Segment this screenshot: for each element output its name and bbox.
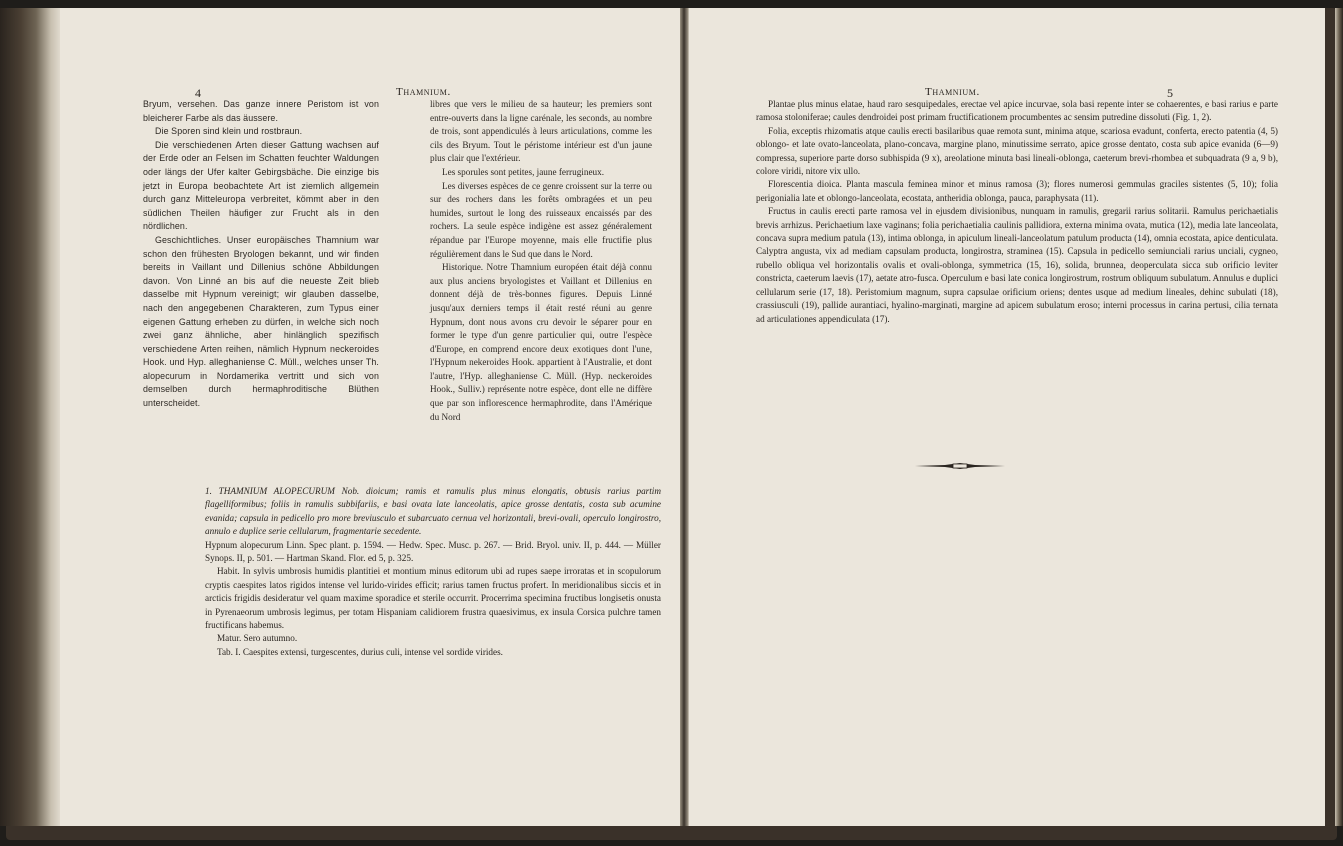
book-gutter [680, 8, 688, 826]
latin-paragraph: Folia, exceptis rhizomatis atque caulis erecti basilaribus quae remota sunt, minima atque, scariosa evadunt, conferta, erecto patentia (4, 5) oblongo- et late ovato-lanceolata, plano-concava, margine plano, minutissime serrato, apice grosse dentato, costa sub apice evanida (6—9) compressa, superiore parte dorso subhispida (9 x), areolatione minuta basi lineali-oblonga, caeterum brevi-rhombea et subquadrata (9 a, 9 b), colore viridi, nitore vix ullo. [756, 125, 1278, 177]
german-paragraph: Die Sporen sind klein und rostbraun. [155, 126, 303, 137]
latin-paragraph: Fructus in caulis erecti parte ramosa vel in ejusdem divisionibus, nunquam in ramulis, gregarii rarius solitarii. Ramulus perichaetialis brevis arrhizus. Perichaetium laxe vaginans; folia perichaetialia caulinis pallidiora, externa minima ovata, mutica (12), media late lanceolata, concava supra medium patula (13), intima oblonga, in apiculum lineali-lanceolatum patulum producta (14), omnia ecostata, apice denticulata. Calyptra angusta, vix ad mediam capsulam producta, longirostra, straminea (15). Capsula in pedicello semiunciali rarius unciali, cygneo, rubello obliqua vel horizontalis ovalis et ovali-oblonga, symmetrica (15, 16), solida, brunnea, deoperculata sicca sub orificio leviter constricta, caeterum laevis (17), aetate atro-fusca. Operculum e basi late conica longirostrum, rostrum obliquum subulatum. Annulus e duplici cellularum serie (17, 18). Peristomium magnum, supra capsulae orificium oriens; dentes usque ad medium lineales, dehinc subulati (18), crassiusculi (19), pallide aurantiaci, hyalino-marginati, margine ad apicem subulatum eroso; interni processus in carina pertusi, cilia ternata ad articulationes appendiculata (17). [756, 206, 1279, 324]
habitat: Habit. In sylvis umbrosis humidis plantitiei et montium minus editorum ubi ad rupes saepe irroratas et in scopulorum cryptis caespites latos rigidos intense vel lurido-virides efficit; rarius tamen fructus profert. In meridionalibus siccis et in arcticis frigidis desideratur vel quam maxime sporadice et sterile occurrit. Procerrima specimina fructibus longisetis onusta in Pyrenaeorum umbrosis legimus, per totam Hispaniam calidiorem frustra quaesivimus, ex insula Corsica pulchre tamen fructificans habemus. [205, 566, 661, 631]
latin-description-column [756, 98, 1278, 326]
maturity: Matur. Sero autumno. [217, 633, 298, 644]
french-paragraph: Les sporules sont petites, jaune ferrugineux. [442, 166, 605, 177]
right-page-stack-edge [1335, 8, 1343, 826]
synonymy: Hypnum alopecurum Linn. Spec plant. p. 1594. — Hedw. Spec. Musc. p. 267. — Brid. Bryol. univ. II, p. 444. — Müller Synops. II, p. 501. — Hartman Skand. Flor. ed 5, p. 325. [205, 539, 661, 564]
french-column [430, 98, 652, 424]
german-column [143, 98, 379, 411]
species-description [205, 485, 661, 659]
left-page-stack-edge [0, 8, 60, 826]
left-running-head: Thamnium. [396, 86, 451, 98]
end-ornament [915, 462, 1005, 470]
german-paragraph: Die verschiedenen Arten dieser Gattung wachsen auf der Erde oder an Felsen im Schatten feuchter Waldungen oder längs der Ufer kalter Gebirgsbäche. Die einzige bis jetzt in Europa beobachtete Art ist ziemlich allgemein durch ganz Mitteleuropa verbreitet, kömmt aber in den südlichen Theilen häufiger zur Frucht als in den nördlichen. [143, 139, 379, 232]
right-page-number: 5 [1167, 86, 1173, 100]
french-paragraph: libres que vers le milieu de sa hauteur; les premiers sont entre-ouverts dans la ligne carénale, les seconds, au nombre de trois, sont appendiculés à leurs articulations, comme les cils des Bryum. Tout le péristome intérieur est d'un jaune plus clair que l'extérieur. [430, 99, 652, 164]
latin-paragraph: Plantae plus minus elatae, haud raro sesquipedales, erectae vel apice incurvae, sola basi repente inter se cohaerentes, e basi rarius e parte ramosa stoloniferae; caules dendroidei post primam fructificationem procumbentes ac sensim putredine dissoluti (Fig. 1, 2). [756, 99, 1278, 123]
plate-reference: Tab. I. Caespites extensi, turgescentes, durius culi, intense vel sordide virides. [217, 646, 503, 657]
french-paragraph: Historique. Notre Thamnium européen était déjà connu aux plus anciens bryologistes et Vaillant et Dillenius en donnent déjà de très-bonnes figures. Depuis Linné jusqu'aux derniers temps il était resté réuni au genre Hypnum, dont nous avons cru devoir le séparer pour en former le type d'un genre particulier qui, outre l'espèce d'Europe, en comprend encore deux exotiques dont l'une, l'Hypnum nekeroides Hook. appartient à l'Australie, et dont l'autre, l'Hyp. alleghaniense C. Müll. (Hyp. neckeroides Hook., Sulliv.) représente notre espèce, dont elle ne diffère que par son inflorescence hermaphrodite, dans l'Amérique du Nord [430, 262, 652, 422]
french-paragraph: Les diverses espèces de ce genre croissent sur la terre ou sur des rochers dans les forêts ombragées et un peu humides, surtout le long des ruisseaux encaissés par des rochers. La seule espèce indigène est assez généralement répandue par l'Europe moyenne, mais elle fructifie plus régulièrement dans le Sud que dans le Nord. [430, 180, 652, 259]
german-paragraph: Bryum, versehen. Das ganze innere Peristom ist von bleicherer Farbe als das äussere. [143, 99, 379, 123]
left-page-number: 4 [195, 86, 201, 100]
right-running-head: Thamnium. [925, 86, 980, 98]
species-heading: 1. THAMNIUM ALOPECURUM Nob. dioicum; ramis et ramulis plus minus elongatis, obtusis rarius partim flagelliformibus; foliis in ramulis subbifariis, e basi ovata late lanceolatis, apice grosse dentatis, costa sub acumine evanida; capsula in pedicello pro more breviusculo et subarcuato cernua vel horizontali, brevi-ovali, operculo longirostro, annulo e duplice serie cellularum, fragmentarie secedente. [205, 486, 661, 537]
latin-paragraph: Florescentia dioica. Planta mascula feminea minor et minus ramosa (3); flores numerosi gemmulas graciles sistentes (5, 10); folia perigonialia late et oblongo-lanceolata, ecostata, antheridia oblonga, pauca, paraphysata (11). [756, 179, 1278, 203]
german-paragraph: Geschichtliches. Unser europäisches Thamnium war schon den frühesten Bryologen bekannt, und wir finden bereits in Vaillant und Dillenius schöne Abbildungen davon. Von Linné an bis auf die neueste Zeit blieb dasselbe mit Hypnum vereinigt; wir glauben dasselbe, nach den angegebenen Charakteren, zum Typus einer eigenen Gattung erheben zu dürfen, in welche sich noch zwei ganz ähnliche, aber hinlänglich spezifisch verschiedene Arten reihen, nämlich Hypnum neckeroides Hook. und Hyp. alleghaniense C. Müll., welches unser Th. alopecurum in Nordamerika vertritt und sich von demselben durch hermaphroditische Blüthen unterscheidet. [143, 234, 379, 409]
